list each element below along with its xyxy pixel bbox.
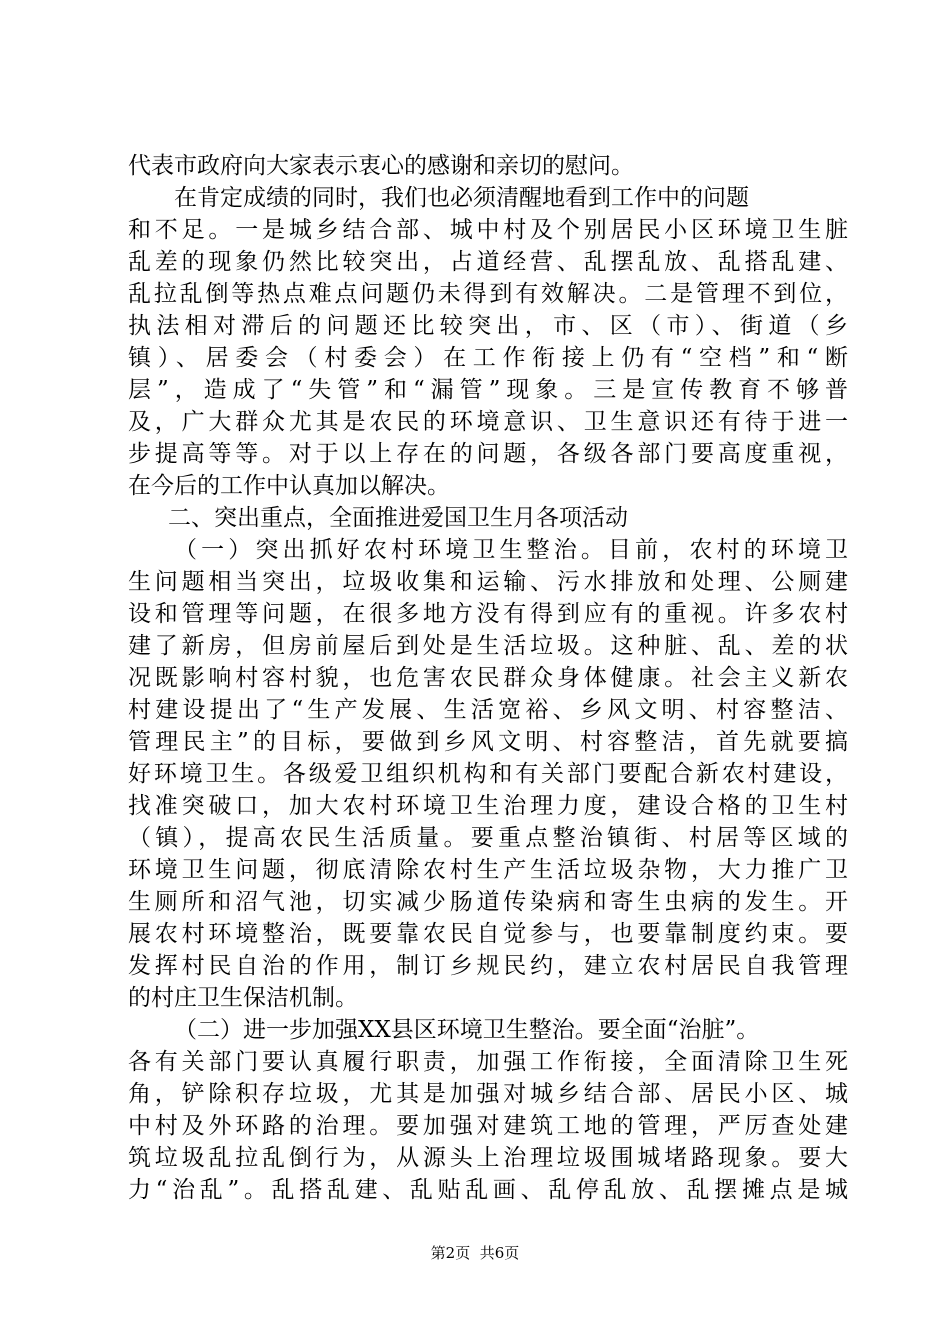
document-body: [128, 150, 848, 1206]
text-line: 管理民主”的目标，要做到乡风文明、村容整洁，首先就要搞: [128, 729, 848, 755]
text-line: 和不足。一是城乡结合部、城中村及个别居民小区环境卫生脏: [128, 217, 848, 243]
text-line: 乱差的现象仍然比较突出，占道经营、乱摆乱放、乱搭乱建、: [128, 249, 848, 275]
text-line: 角，铲除积存垃圾，尤其是加强对城乡结合部、居民小区、城: [128, 1081, 848, 1107]
text-line: 村建设提出了“生产发展、生活宽裕、乡风文明、村容整洁、: [128, 697, 848, 723]
text-line: 代表市政府向大家表示衷心的感谢和亲切的慰问。: [128, 153, 634, 179]
page-total: 共6页: [479, 1244, 520, 1262]
text-line: 筑垃圾乱拉乱倒行为，从源头上治理垃圾围城堵路现象。要大: [128, 1145, 848, 1171]
text-line: 各有关部门要认真履行职责，加强工作衔接，全面清除卫生死: [128, 1049, 848, 1075]
text-line: 在今后的工作中认真加以解决。: [128, 473, 450, 499]
text-line: 二、突出重点，全面推进爱国卫生月各项活动: [168, 505, 628, 531]
text-line: 好环境卫生。各级爱卫组织机构和有关部门要配合新农村建设，: [128, 761, 848, 787]
text-line: 生问题相当突出，垃圾收集和运输、污水排放和处理、公厕建: [128, 569, 848, 595]
page-footer: [0, 1243, 950, 1263]
footer-spacer: [470, 1244, 480, 1262]
text-line: 中村及外环路的治理。要加强对建筑工地的管理，严厉查处建: [128, 1113, 848, 1139]
text-line: 生厕所和沼气池，切实减少肠道传染病和寄生虫病的发生。开: [128, 889, 848, 915]
text-line: 执法相对滞后的问题还比较突出，市、区（市）、街道（乡: [128, 313, 848, 339]
text-line: 的村庄卫生保洁机制。: [128, 985, 358, 1011]
text-line: 及，广大群众尤其是农民的环境意识、卫生意识还有待于进一: [128, 409, 848, 435]
text-line: 找准突破口，加大农村环境卫生治理力度，建设合格的卫生村: [128, 793, 848, 819]
text-line: （一）突出抓好农村环境卫生整治。目前，农村的环境卫: [174, 537, 848, 563]
text-line: 层”，造成了“失管”和“漏管”现象。三是宣传教育不够普: [128, 377, 848, 403]
text-line: （二）进一步加强XX县区环境卫生整治。要全面“治脏”。: [174, 1017, 760, 1043]
text-line: 在肯定成绩的同时，我们也必须清醒地看到工作中的问题: [174, 185, 749, 211]
text-line: 步提高等等。对于以上存在的问题，各级各部门要高度重视，: [128, 441, 848, 467]
page-number: 第2页: [430, 1244, 471, 1262]
text-line: 力“治乱”。乱搭乱建、乱贴乱画、乱停乱放、乱摆摊点是城: [128, 1177, 848, 1203]
text-line: 况既影响村容村貌，也危害农民群众身体健康。社会主义新农: [128, 665, 848, 691]
text-line: 乱拉乱倒等热点难点问题仍未得到有效解决。二是管理不到位，: [128, 281, 848, 307]
text-line: 建了新房，但房前屋后到处是生活垃圾。这种脏、乱、差的状: [128, 633, 848, 659]
text-line: 发挥村民自治的作用，制订乡规民约，建立农村居民自我管理: [128, 953, 848, 979]
text-line: 展农村环境整治，既要靠农民自觉参与，也要靠制度约束。要: [128, 921, 848, 947]
text-line: 环境卫生问题，彻底清除农村生产生活垃圾杂物，大力推广卫: [128, 857, 848, 883]
text-line: （镇），提高农民生活质量。要重点整治镇街、村居等区域的: [128, 825, 848, 851]
text-line: 镇）、居委会（村委会）在工作衔接上仍有“空档”和“断: [128, 345, 848, 371]
text-line: 设和管理等问题，在很多地方没有得到应有的重视。许多农村: [128, 601, 848, 627]
